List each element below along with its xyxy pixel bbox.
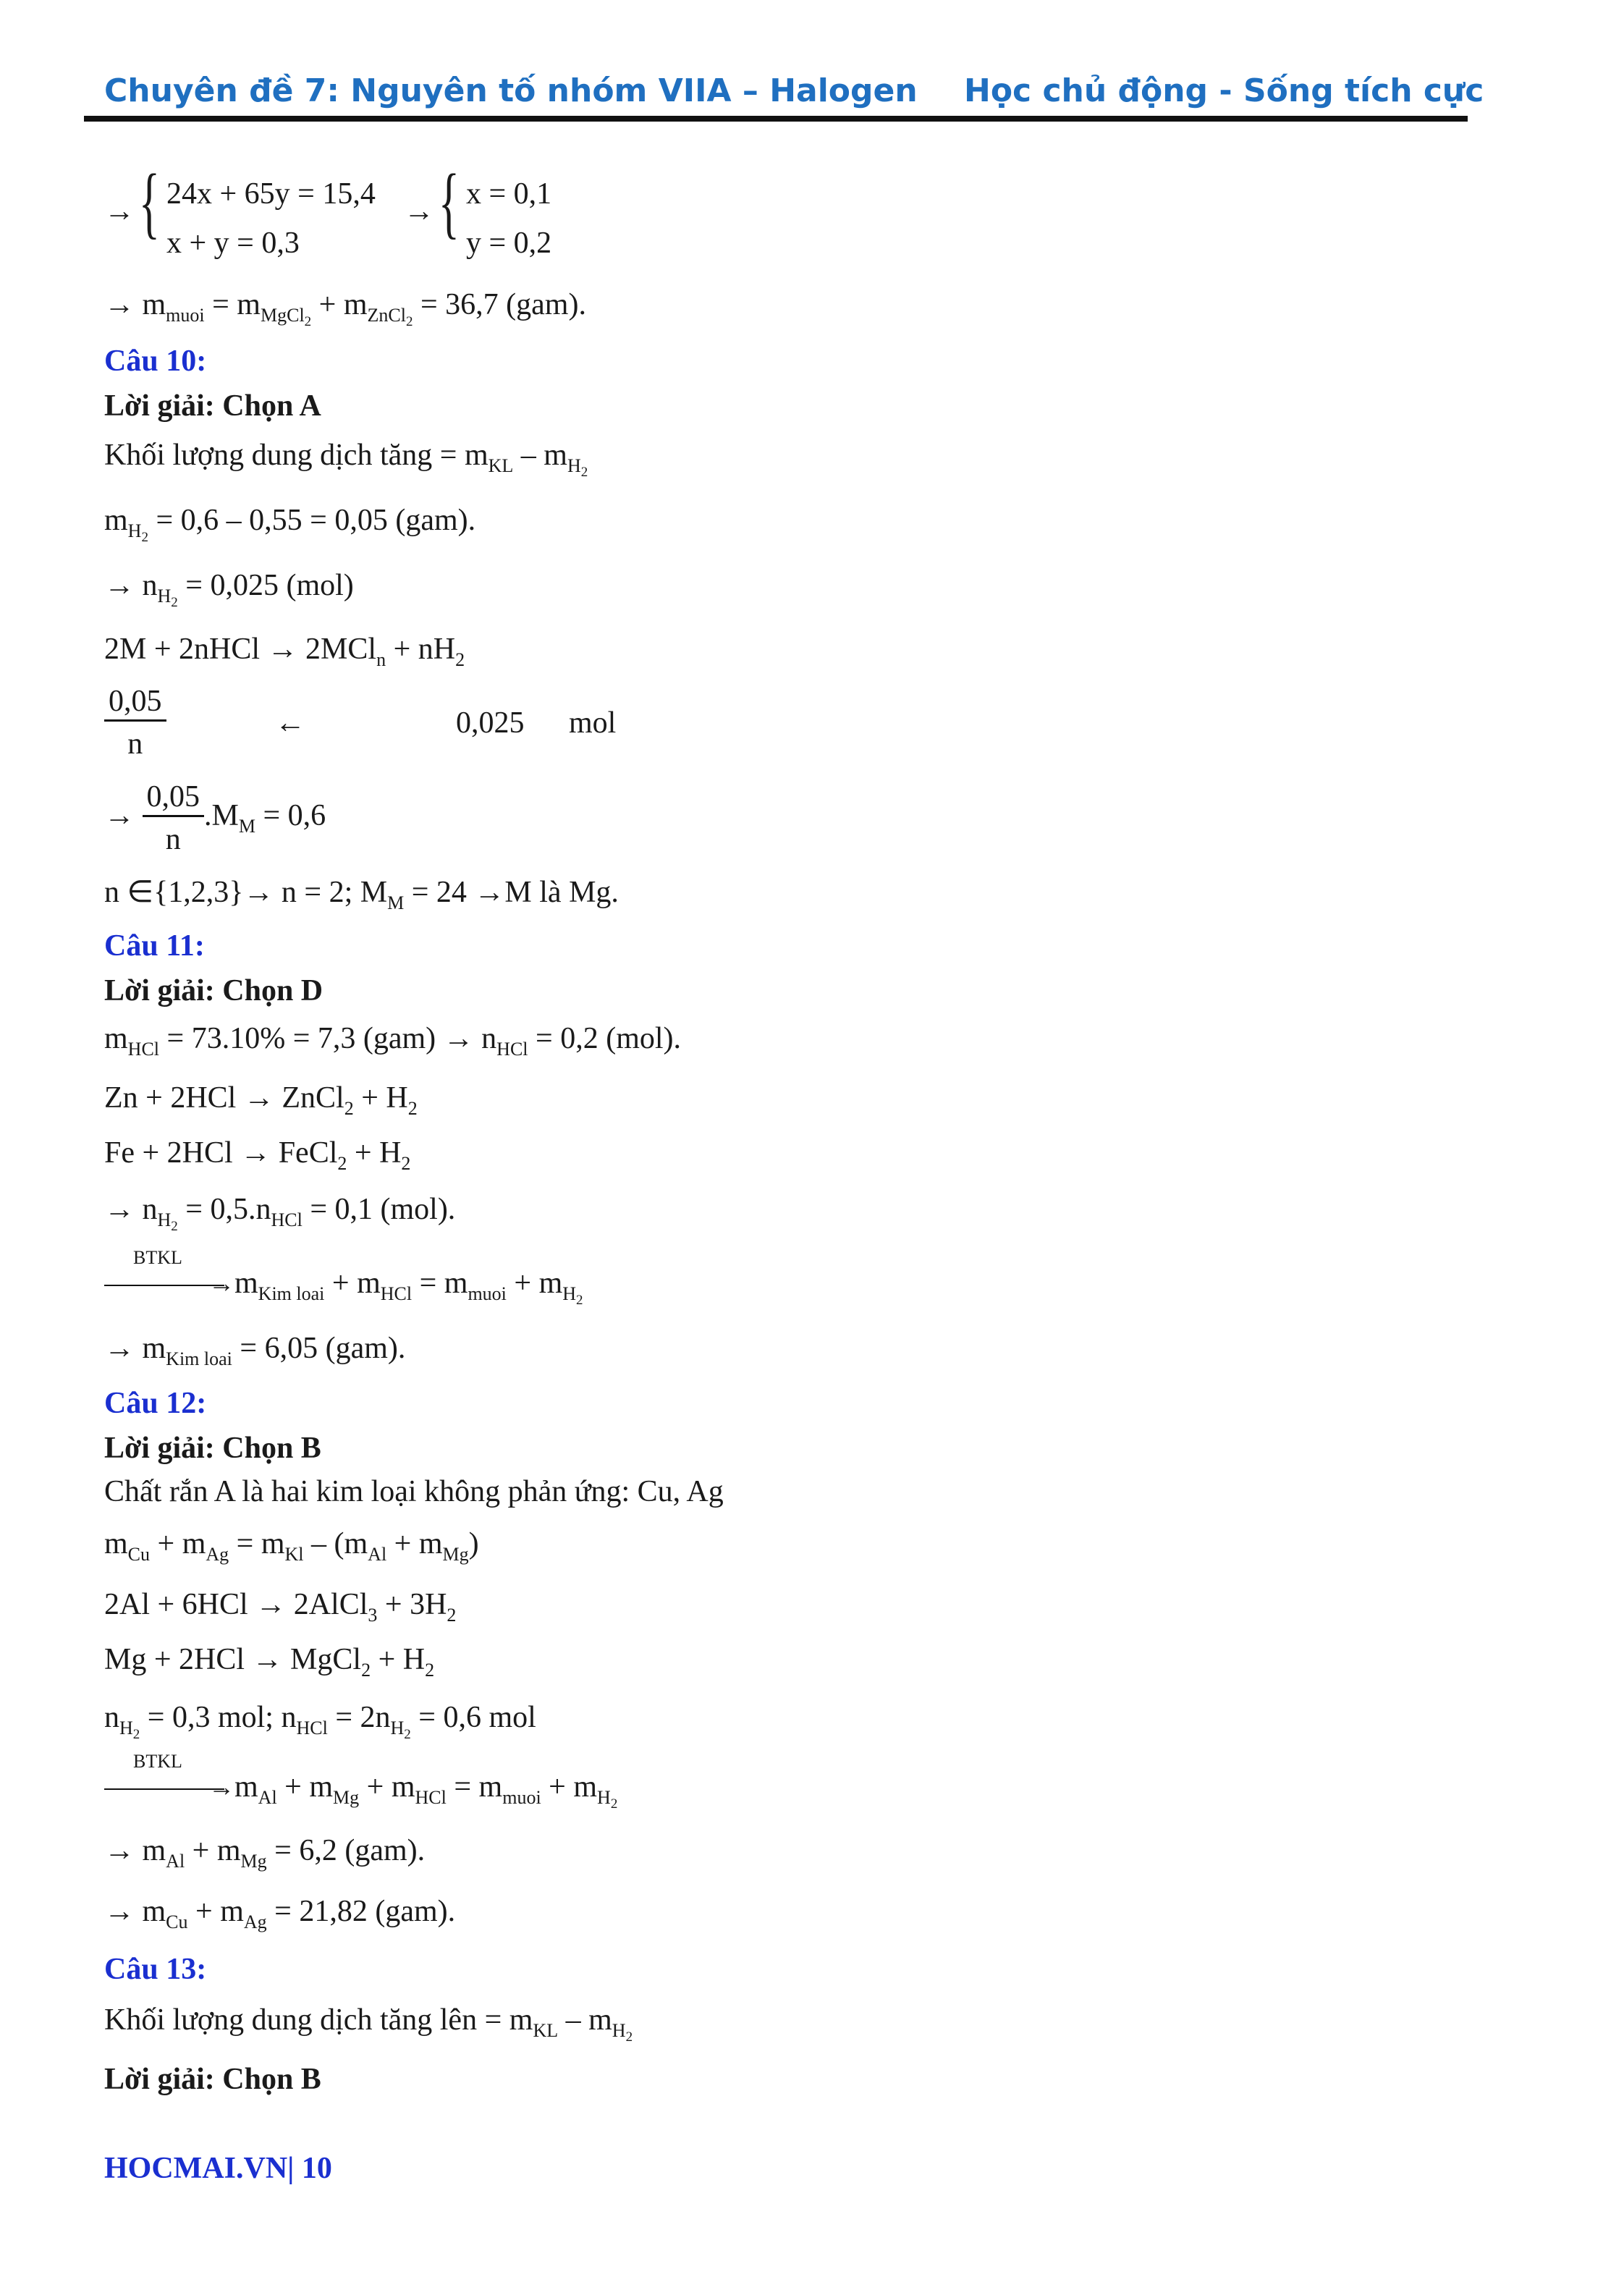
q12-almg: → $m_{Al} + m_{Mg} = 6,2$ (gam). xyxy=(104,1834,426,1872)
q10-answer: Lời giải: Chọn A xyxy=(104,389,321,423)
q11-nh2: → $n_{H_2} = 0,5.n_{HCl} = 0,1$ (mol). xyxy=(104,1193,456,1234)
q11-mhcl: $m_{HCl} = 73.10\% = 7,3$ $(gam) \to n_{HCl} = 0,2$ (mol). xyxy=(104,1022,682,1060)
q10-result: n ∈{1,2,3}→ n = 2; $M_M = 24 \to M$ là Mg. xyxy=(104,876,619,913)
q10-line1: Khối lượng dung dịch tăng = $m_{KL} - m_{H_2}$ xyxy=(104,439,588,480)
q12-eq2: Mg + 2HCl → MgCl$_2$ + $H_2$ xyxy=(104,1643,435,1681)
q10-mh2: $m_{H_2} = 0,6 - 0,55 = 0,05$ (gam). xyxy=(104,504,476,545)
q12-nh: $n_{H_2} = 0,3$ mol; $n_{HCl} = 2n_{H_2} = 0,6$ mol xyxy=(104,1701,536,1742)
sys2-eq-a: x = 0,1 xyxy=(466,177,552,211)
q11-answer: Lời giải: Chọn D xyxy=(104,974,323,1007)
q10-equation: 2M + 2nHCl → $2MCl_n + nH_2$ xyxy=(104,633,465,670)
q12-title: Câu 12: xyxy=(104,1387,207,1420)
sys1-eq-a: 24x + 65y = 15,4 xyxy=(166,177,376,211)
sys2-eq-b: y = 0,2 xyxy=(466,227,552,260)
q12-cuag: → $m_{Cu} + m_{Ag} = 21,82$ (gam). xyxy=(104,1895,456,1932)
q11-result: → $m_{Kim loai} = 6,05$ (gam). xyxy=(104,1332,406,1369)
header-rule xyxy=(84,116,1468,122)
q13-answer: Lời giải: Chọn B xyxy=(104,2063,321,2096)
header-left: Chuyên đề 7: Nguyên tố nhóm VIIA – Halogen xyxy=(104,72,918,109)
q12-answer: Lời giải: Chọn B xyxy=(104,1432,321,1465)
sys1-eq-b: x + y = 0,3 xyxy=(166,227,300,260)
footer-page-number: HOCMAI.VN| 10 xyxy=(104,2152,332,2185)
q11-eq1: Zn + 2HCl → ZnCl$_2$ + $H_2$ xyxy=(104,1081,418,1119)
q10-mol-row: $\frac{0,05}{n}$ ← 0,025 mol xyxy=(104,686,166,759)
q12-mass: $m_{Cu} + m_{Ag} = m_{Kl} - (m_{Al} + m_{Mg})$ xyxy=(104,1527,479,1565)
q12-line1: Chất rắn A là hai kim loại không phản ứng: Cu, Ag xyxy=(104,1475,724,1508)
q13-line1: Khối lượng dung dịch tăng lên = $m_{KL} - m_{H_2}$ xyxy=(104,2003,633,2045)
q12-btkl: BTKL → $m_{Al} + m_{Mg} + m_{HCl} = m_{muoi} + m_{H_2}$ xyxy=(104,1772,617,1804)
q10-title: Câu 10: xyxy=(104,345,207,378)
q11-eq2: Fe + 2HCl → FeCl$_2$ + $H_2$ xyxy=(104,1136,411,1174)
muoi-line: → $m_{muoi} = m_{MgCl_2} + m_{ZnCl_2} = 36,7$ (gam). xyxy=(104,288,586,329)
q10-nh2: → $n_{H_2} = 0,025$ (mol) xyxy=(104,569,354,610)
q10-mm: → $\frac{0,05}{n}$ $.M_M = 0,6$ xyxy=(104,780,326,856)
q13-title: Câu 13: xyxy=(104,1953,207,1986)
q12-eq1: 2Al + 6HCl → 2AlCl$_3$ + $3H_2$ xyxy=(104,1588,457,1626)
q11-title: Câu 11: xyxy=(104,929,205,963)
header-right: Học chủ động - Sống tích cực xyxy=(964,72,1484,109)
q11-btkl: BTKL → $m_{Kim loai} + m_{HCl} = m_{muoi} + m_{H_2}$ xyxy=(104,1268,583,1301)
